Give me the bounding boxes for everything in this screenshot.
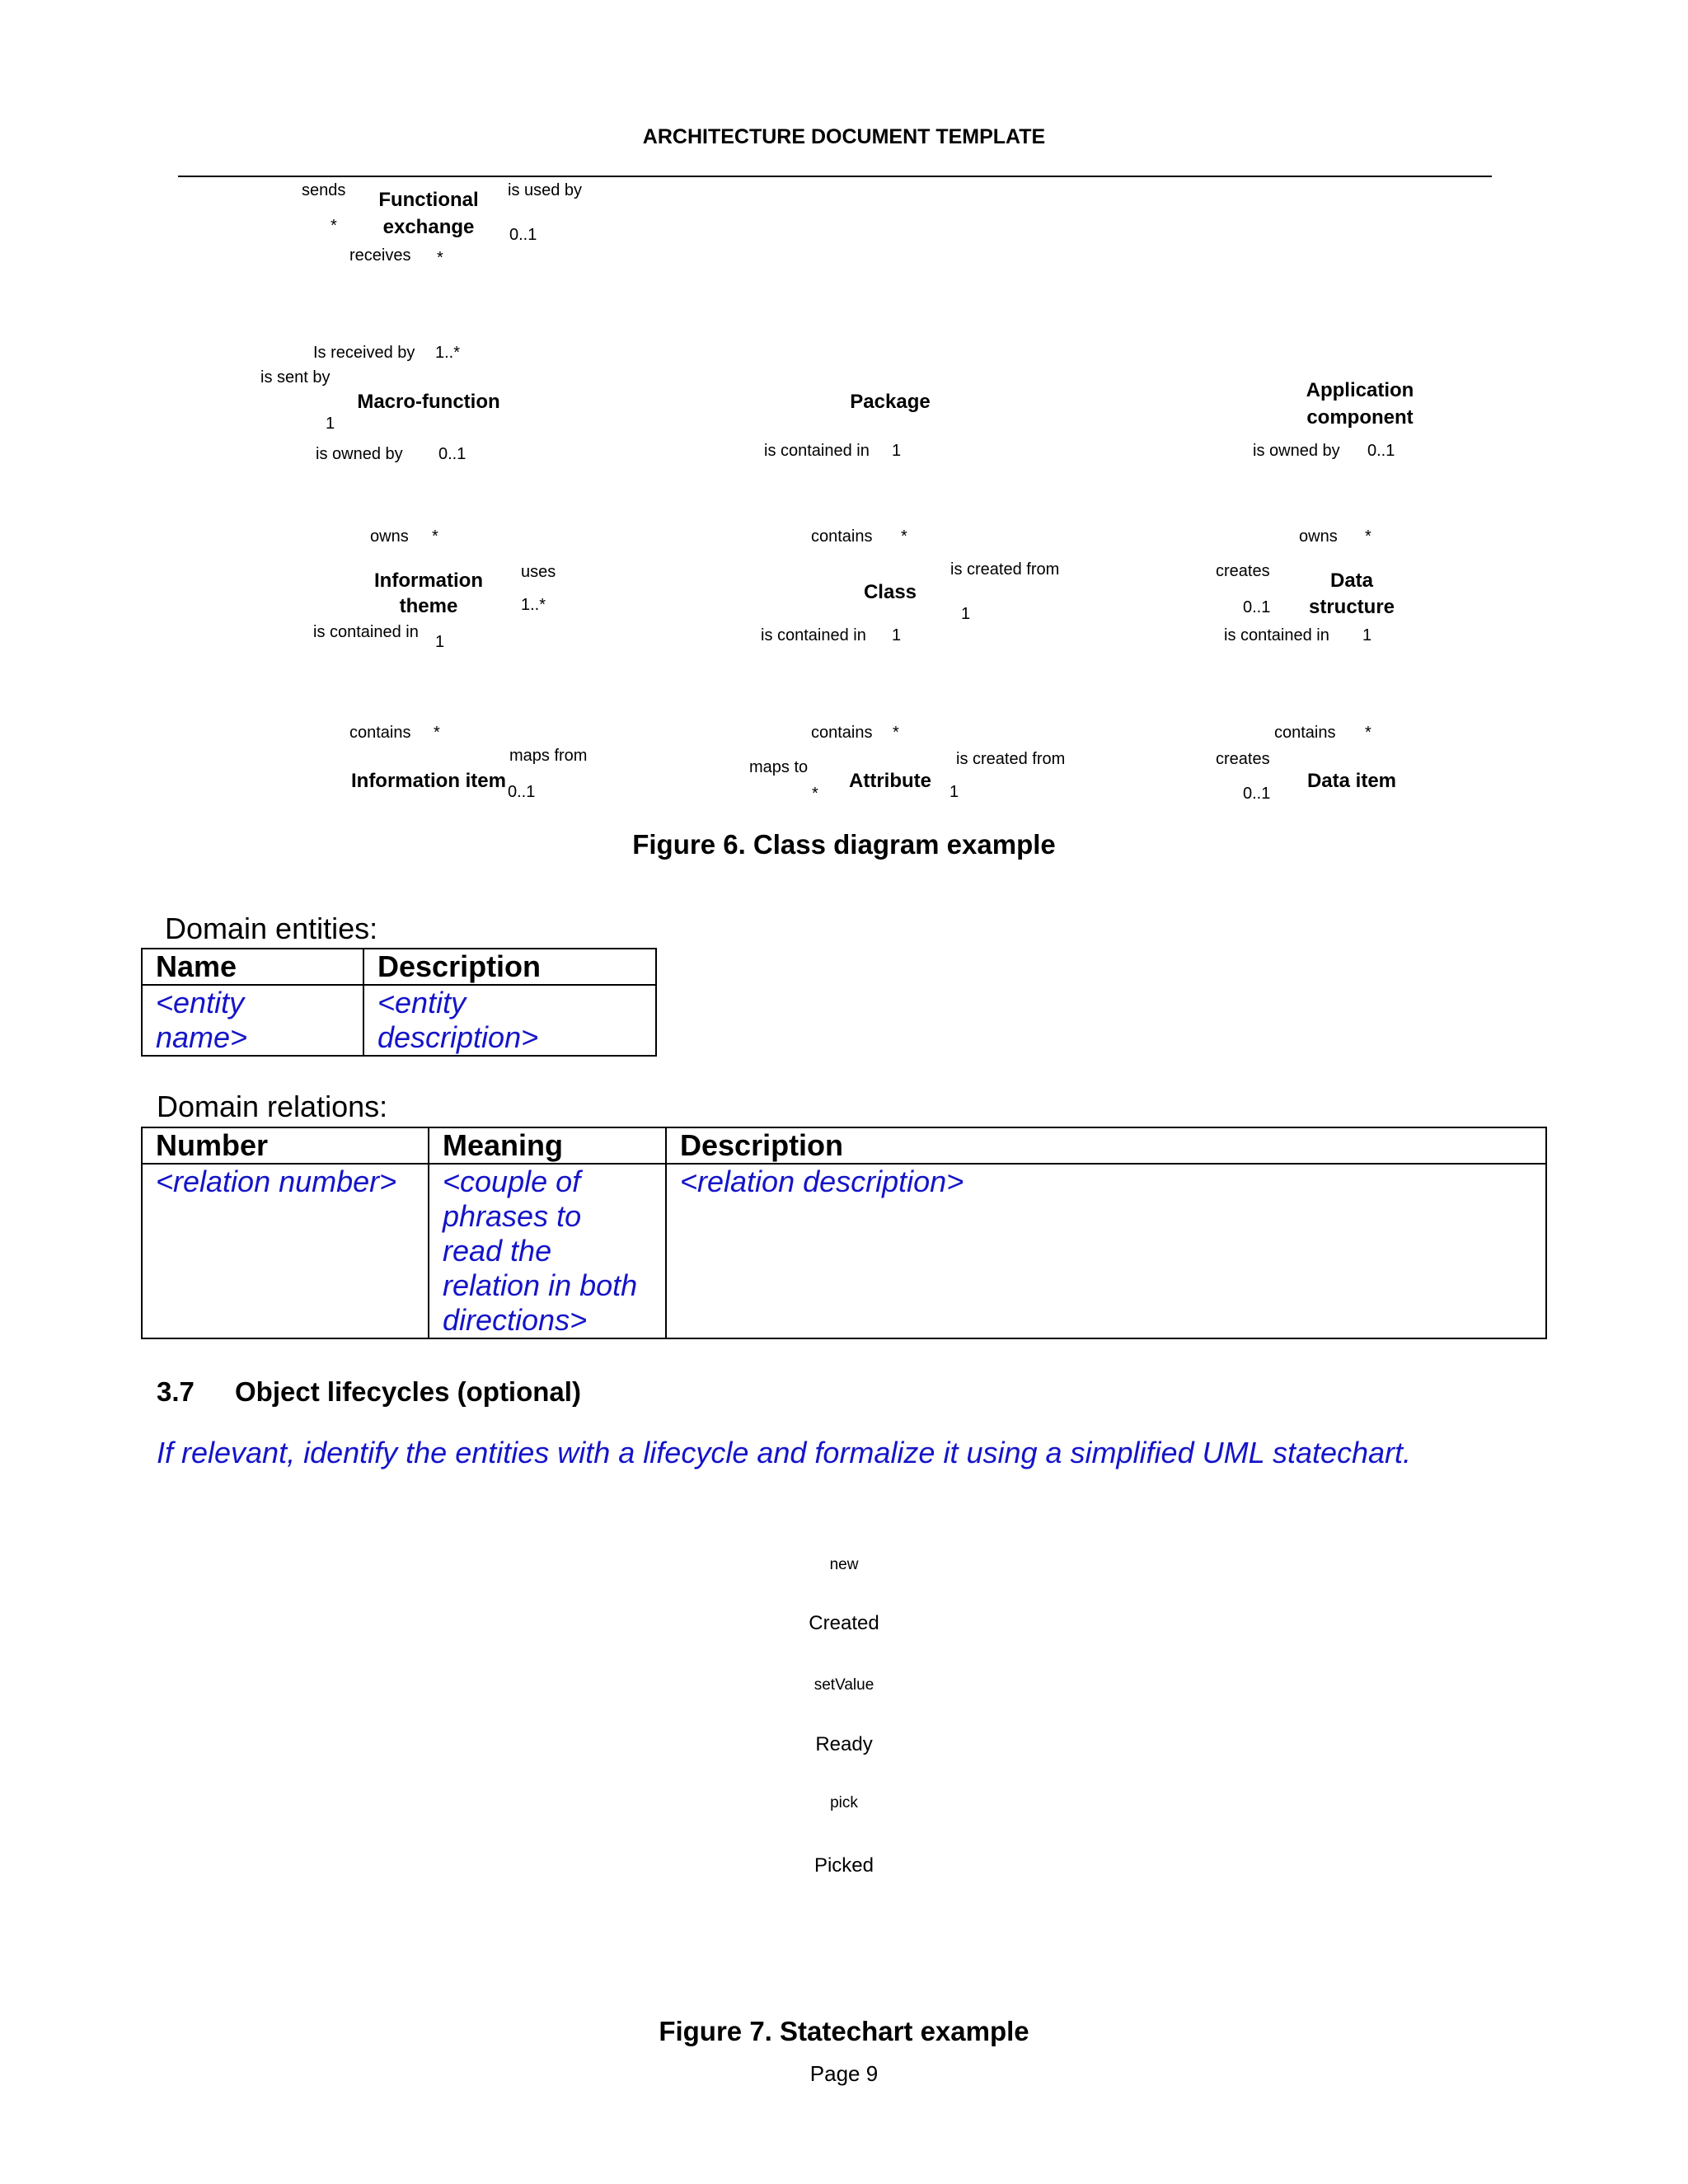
class-information-item: Information item [350,770,506,792]
class-functional-exchange: Functional exchange [378,189,479,238]
mult-mf-is-owned-by: 0..1 [438,445,467,463]
label-fe-receives: receives [349,246,411,265]
mult-at-is-created-from: 1 [950,783,959,801]
state-picked: Picked [814,1854,874,1877]
mult-it-owns: * [432,527,438,546]
mult-fe-is-used-by: 0..1 [509,226,537,244]
label-di-contains: contains [1274,724,1336,742]
class-class: Class [863,581,917,603]
relation-meaning-cell: <couple of phrases to read the relation in both directions> [429,1164,666,1338]
label-at-contains: contains [811,724,873,742]
class-attribute: Attribute [849,770,931,792]
label-cls-contains: contains [811,527,873,546]
header-rule [178,176,1492,177]
mult-ac-is-owned-by: 0..1 [1367,442,1395,460]
label-at-is-created-from: is created from [956,750,1066,768]
relation-number-cell: <relation number> [142,1164,429,1338]
header-name: Name [142,949,363,985]
class-macro-function: Macro-function [357,391,500,413]
figure-7-caption: Figure 7. Statechart example [659,2016,1029,2046]
event-new: new [829,1556,859,1573]
event-setvalue: setValue [814,1676,874,1694]
header-description: Description [666,1127,1546,1164]
state-ready: Ready [815,1733,873,1755]
mult-pkg-is-contained-in: 1 [892,442,902,460]
header-title: ARCHITECTURE DOCUMENT TEMPLATE [642,125,1046,148]
mult-cls-is-contained-in: 1 [892,626,902,644]
label-it-uses: uses [521,563,556,581]
label-mf-is-sent-by: is sent by [260,368,331,387]
domain-entities-title: Domain entities: [165,912,378,945]
relation-description-cell: <relation description> [666,1164,1546,1338]
mult-cls-contains: * [901,527,907,546]
class-information-theme: Information theme [374,569,483,617]
label-ii-contains: contains [349,724,411,742]
header-description: Description [363,949,656,985]
class-data-structure: Data structure [1308,569,1395,618]
label-ii-maps-from: maps from [509,747,588,765]
section-title: Object lifecycles (optional) [235,1376,581,1407]
mult-ii-contains: * [434,724,440,742]
label-mf-is-owned-by: is owned by [316,445,403,463]
header-number: Number [142,1127,429,1164]
label-it-owns: owns [370,527,409,546]
mult-cls-is-created-from: 1 [961,605,971,623]
header-meaning: Meaning [429,1127,666,1164]
domain-relations-table [141,1127,1547,1339]
label-fe-is-used-by: is used by [508,181,583,199]
mult-mf-is-received-by: 1..* [435,344,461,362]
class-application-component: Application component [1306,379,1414,429]
mult-di-creates: 0..1 [1243,785,1271,803]
mult-at-contains: * [893,724,899,742]
label-ds-owns: owns [1299,527,1338,546]
mult-ii-maps-from: 0..1 [508,783,536,801]
mult-fe-sends: * [331,217,337,235]
label-mf-is-received-by: Is received by [313,344,415,362]
section-instruction: If relevant, identify the entities with a lifecycle and formalize it using a simplified UML statechart. [157,1436,1412,1469]
event-pick: pick [830,1794,858,1811]
label-cls-is-created-from: is created from [950,560,1060,579]
label-fe-sends: sends [302,181,346,199]
figure-6-caption: Figure 6. Class diagram example [632,829,1056,860]
label-ds-creates: creates [1216,562,1270,580]
table-row [142,1164,1546,1338]
page-number: Page 9 [809,2061,879,2086]
label-cls-is-contained-in: is contained in [761,626,866,644]
label-it-is-contained-in: is contained in [313,623,419,641]
class-package: Package [850,391,931,413]
entity-description-cell: <entity description> [363,985,656,1056]
section-number: 3.7 [157,1376,195,1407]
table-header-row [142,1127,1546,1164]
mult-mf-is-sent-by: 1 [326,415,335,433]
mult-at-maps-to: * [812,785,818,803]
state-created: Created [809,1612,879,1634]
mult-ds-is-contained-in: 1 [1362,626,1372,644]
mult-ds-creates: 0..1 [1243,598,1271,616]
entity-name-cell: <entity name> [142,985,363,1056]
class-data-item: Data item [1306,770,1397,792]
label-ac-is-owned-by: is owned by [1253,442,1340,460]
label-at-maps-to: maps to [749,758,809,776]
domain-relations-title: Domain relations: [157,1090,388,1123]
label-pkg-is-contained-in: is contained in [764,442,870,460]
table-row [142,985,656,1056]
mult-ds-owns: * [1365,527,1372,546]
label-di-creates: creates [1216,750,1270,768]
mult-di-contains: * [1365,724,1372,742]
mult-it-is-contained-in: 1 [435,633,445,651]
mult-it-uses: 1..* [521,596,546,614]
table-header-row [142,949,656,985]
mult-fe-receives: * [437,249,443,267]
label-ds-is-contained-in: is contained in [1224,626,1329,644]
domain-entities-table [141,948,657,1057]
